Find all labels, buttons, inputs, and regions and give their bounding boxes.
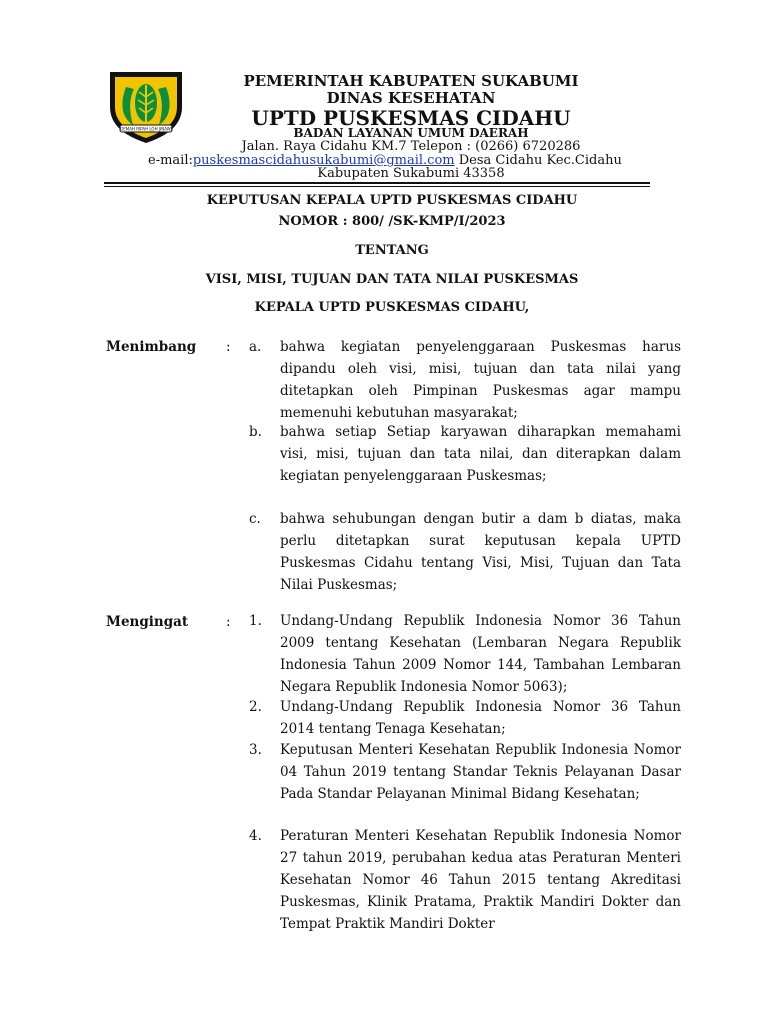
letterhead-divider-thin bbox=[104, 186, 650, 187]
decree-about-label: TENTANG bbox=[355, 243, 429, 258]
email-prefix: e-mail: bbox=[148, 153, 193, 168]
mengingat-item-2 bbox=[249, 696, 681, 740]
organization-title: UPTD PUSKESMAS CIDAHU bbox=[251, 106, 571, 130]
item-text: Undang-Undang Republik Indonesia Nomor 36 Tahun 2009 tentang Kesehatan (Lembaran Negara Republik Indonesia Tahun 2009 Nomor 144, Tambahan Lembaran Negara Republik Indonesia Nomor 5063); bbox=[280, 613, 681, 695]
decree-subject: VISI, MISI, TUJUAN DAN TATA NILAI PUSKESMAS bbox=[205, 272, 579, 287]
mengingat-label: Mengingat bbox=[106, 614, 189, 630]
decree-title: KEPUTUSAN KEPALA UPTD PUSKESMAS CIDAHU bbox=[206, 193, 578, 208]
email-suffix: Desa Cidahu Kec.Cidahu bbox=[454, 153, 622, 168]
item-text: Undang-Undang Republik Indonesia Nomor 36 Tahun 2014 tentang Tenaga Kesehatan; bbox=[280, 699, 681, 737]
mengingat-item-1 bbox=[249, 610, 681, 698]
email-link[interactable]: puskesmascidahusukabumi@gmail.com bbox=[192, 153, 455, 168]
organization-subtitle: BADAN LAYANAN UMUM DAERAH bbox=[293, 126, 529, 140]
logo-motto: GEMAH RIPAH LOH JINAWI bbox=[120, 126, 172, 132]
mengingat-item-3 bbox=[249, 739, 681, 805]
item-marker: c. bbox=[249, 511, 261, 527]
item-text: Peraturan Menteri Kesehatan Republik Indonesia Nomor 27 tahun 2019, perubahan kedua atas Peraturan Menteri Kesehatan Nomor 46 Tahun 2015 tentang Akreditasi Puskesmas, Klinik Pratama, Praktik Mandiri Dokter dan Tempat Praktik Mandiri Dokter bbox=[280, 828, 681, 932]
city-line: Kabupaten Sukabumi 43358 bbox=[317, 166, 505, 181]
menimbang-label: Menimbang bbox=[106, 339, 197, 355]
item-marker: b. bbox=[249, 424, 262, 440]
menimbang-item-a bbox=[249, 336, 681, 424]
item-marker: 4. bbox=[249, 828, 262, 844]
government-name: PEMERINTAH KABUPATEN SUKABUMI bbox=[243, 72, 579, 90]
item-marker: a. bbox=[249, 339, 262, 355]
item-text: Keputusan Menteri Kesehatan Republik Indonesia Nomor 04 Tahun 2019 tentang Standar Teknis Pelayanan Dasar Pada Standar Pelayanan Minimal Bidang Kesehatan; bbox=[280, 742, 681, 802]
item-marker: 3. bbox=[249, 742, 262, 758]
mengingat-item-4 bbox=[249, 825, 681, 935]
menimbang-colon: : bbox=[226, 339, 231, 355]
mengingat-colon: : bbox=[226, 614, 231, 630]
department-name: DINAS KESEHATAN bbox=[326, 89, 496, 107]
decree-issuer: KEPALA UPTD PUSKESMAS CIDAHU, bbox=[254, 300, 530, 315]
address-line: Jalan. Raya Cidahu KM.7 Telepon : (0266) 6720286 bbox=[241, 139, 581, 154]
letterhead-divider-thick bbox=[104, 182, 650, 184]
item-text: bahwa kegiatan penyelenggaraan Puskesmas harus dipandu oleh visi, misi, tujuan dan tata nilai yang ditetapkan oleh Pimpinan Puskesmas agar mampu memenuhi kebutuhan masyarakat; bbox=[280, 339, 681, 421]
kabupaten-sukabumi-logo-icon bbox=[106, 69, 186, 145]
item-marker: 1. bbox=[249, 613, 262, 629]
item-text: bahwa setiap Setiap karyawan diharapkan memahami visi, misi, tujuan dan tata nilai, dan diterapkan dalam kegiatan penyelenggaraan Puskesmas; bbox=[280, 424, 681, 484]
item-marker: 2. bbox=[249, 699, 262, 715]
menimbang-item-b bbox=[249, 421, 681, 487]
decree-number: NOMOR : 800/ /SK-KMP/I/2023 bbox=[278, 214, 506, 229]
item-text: bahwa sehubungan dengan butir a dam b diatas, maka perlu ditetapkan surat keputusan kepala UPTD Puskesmas Cidahu tentang Visi, Misi, Tujuan dan Tata Nilai Puskesmas; bbox=[280, 511, 681, 593]
menimbang-item-c bbox=[249, 508, 681, 596]
